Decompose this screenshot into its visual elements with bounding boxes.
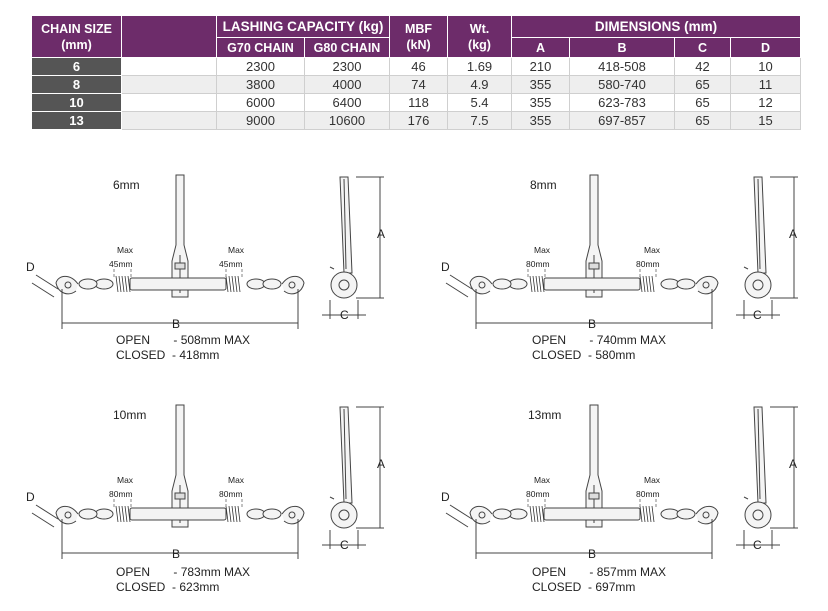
closed-length: CLOSED - 580mm — [532, 348, 636, 362]
max-value-right: 80mm — [636, 259, 660, 269]
max-value-left: 80mm — [526, 259, 550, 269]
max-value-left: 80mm — [526, 489, 550, 499]
diagram-size-label: 13mm — [528, 408, 562, 422]
max-value-left: 45mm — [109, 259, 133, 269]
header-a: A — [512, 38, 570, 58]
closed-length: CLOSED - 697mm — [532, 580, 636, 594]
max-value-right: 45mm — [219, 259, 243, 269]
closed-length: CLOSED - 418mm — [116, 348, 220, 362]
header-wt: Wt. (kg) — [448, 16, 512, 58]
binder-diagram-13mm — [414, 395, 828, 605]
header-g70: G70 CHAIN — [217, 38, 305, 58]
diagram-size-label: 10mm — [113, 408, 147, 422]
header-c: C — [675, 38, 731, 58]
table-row: 13 9000 10600 176 7.5 355 697-857 65 15 — [32, 112, 801, 130]
dimension-c-label: C — [340, 538, 349, 552]
header-mbf: MBF (kN) — [390, 16, 448, 58]
header-blank — [122, 16, 217, 58]
open-length: OPEN - 857mm MAX — [532, 565, 667, 579]
diagram-size-label: 8mm — [530, 178, 557, 192]
binder-diagram-10mm — [0, 395, 414, 605]
dimension-c-label: C — [753, 538, 762, 552]
header-dimensions: DIMENSIONS (mm) — [512, 16, 801, 38]
table-row: 10 6000 6400 118 5.4 355 623-783 65 12 — [32, 94, 801, 112]
max-label-left: Max — [117, 245, 134, 255]
max-label-right: Max — [228, 245, 245, 255]
max-label-left: Max — [534, 245, 551, 255]
dimension-b-label: B — [588, 547, 597, 561]
max-value-left: 80mm — [109, 489, 133, 499]
binder-diagram-8mm — [414, 165, 828, 375]
spec-table — [31, 15, 801, 130]
max-label-right: Max — [644, 475, 661, 485]
table-row: 6 2300 2300 46 1.69 210 418-508 42 10 — [32, 58, 801, 76]
dimension-a-label: A — [789, 227, 798, 241]
max-label-right: Max — [644, 245, 661, 255]
open-length: OPEN - 740mm MAX — [532, 333, 667, 347]
dimension-b-label: B — [172, 317, 181, 331]
dimension-d-label: D — [26, 490, 35, 504]
open-length: OPEN - 508mm MAX — [116, 333, 251, 347]
diagram-size-label: 6mm — [113, 178, 140, 192]
header-chain-size: CHAIN SIZE (mm) — [32, 16, 122, 58]
dimension-b-label: B — [172, 547, 181, 561]
dimension-a-label: A — [377, 457, 386, 471]
dimension-d-label: D — [441, 490, 450, 504]
table-row: 8 3800 4000 74 4.9 355 580-740 65 11 — [32, 76, 801, 94]
max-label-left: Max — [534, 475, 551, 485]
dimension-d-label: D — [441, 260, 450, 274]
dimension-c-label: C — [340, 308, 349, 322]
dimension-a-label: A — [789, 457, 798, 471]
max-value-right: 80mm — [219, 489, 243, 499]
dimension-b-label: B — [588, 317, 597, 331]
header-g80: G80 CHAIN — [305, 38, 390, 58]
closed-length: CLOSED - 623mm — [116, 580, 220, 594]
max-value-right: 80mm — [636, 489, 660, 499]
max-label-left: Max — [117, 475, 134, 485]
open-length: OPEN - 783mm MAX — [116, 565, 251, 579]
header-d: D — [731, 38, 801, 58]
dimension-a-label: A — [377, 227, 386, 241]
header-b: B — [570, 38, 675, 58]
dimension-d-label: D — [26, 260, 35, 274]
header-lashing: LASHING CAPACITY (kg) — [217, 16, 390, 38]
binder-diagram-6mm — [0, 165, 414, 375]
max-label-right: Max — [228, 475, 245, 485]
dimension-c-label: C — [753, 308, 762, 322]
